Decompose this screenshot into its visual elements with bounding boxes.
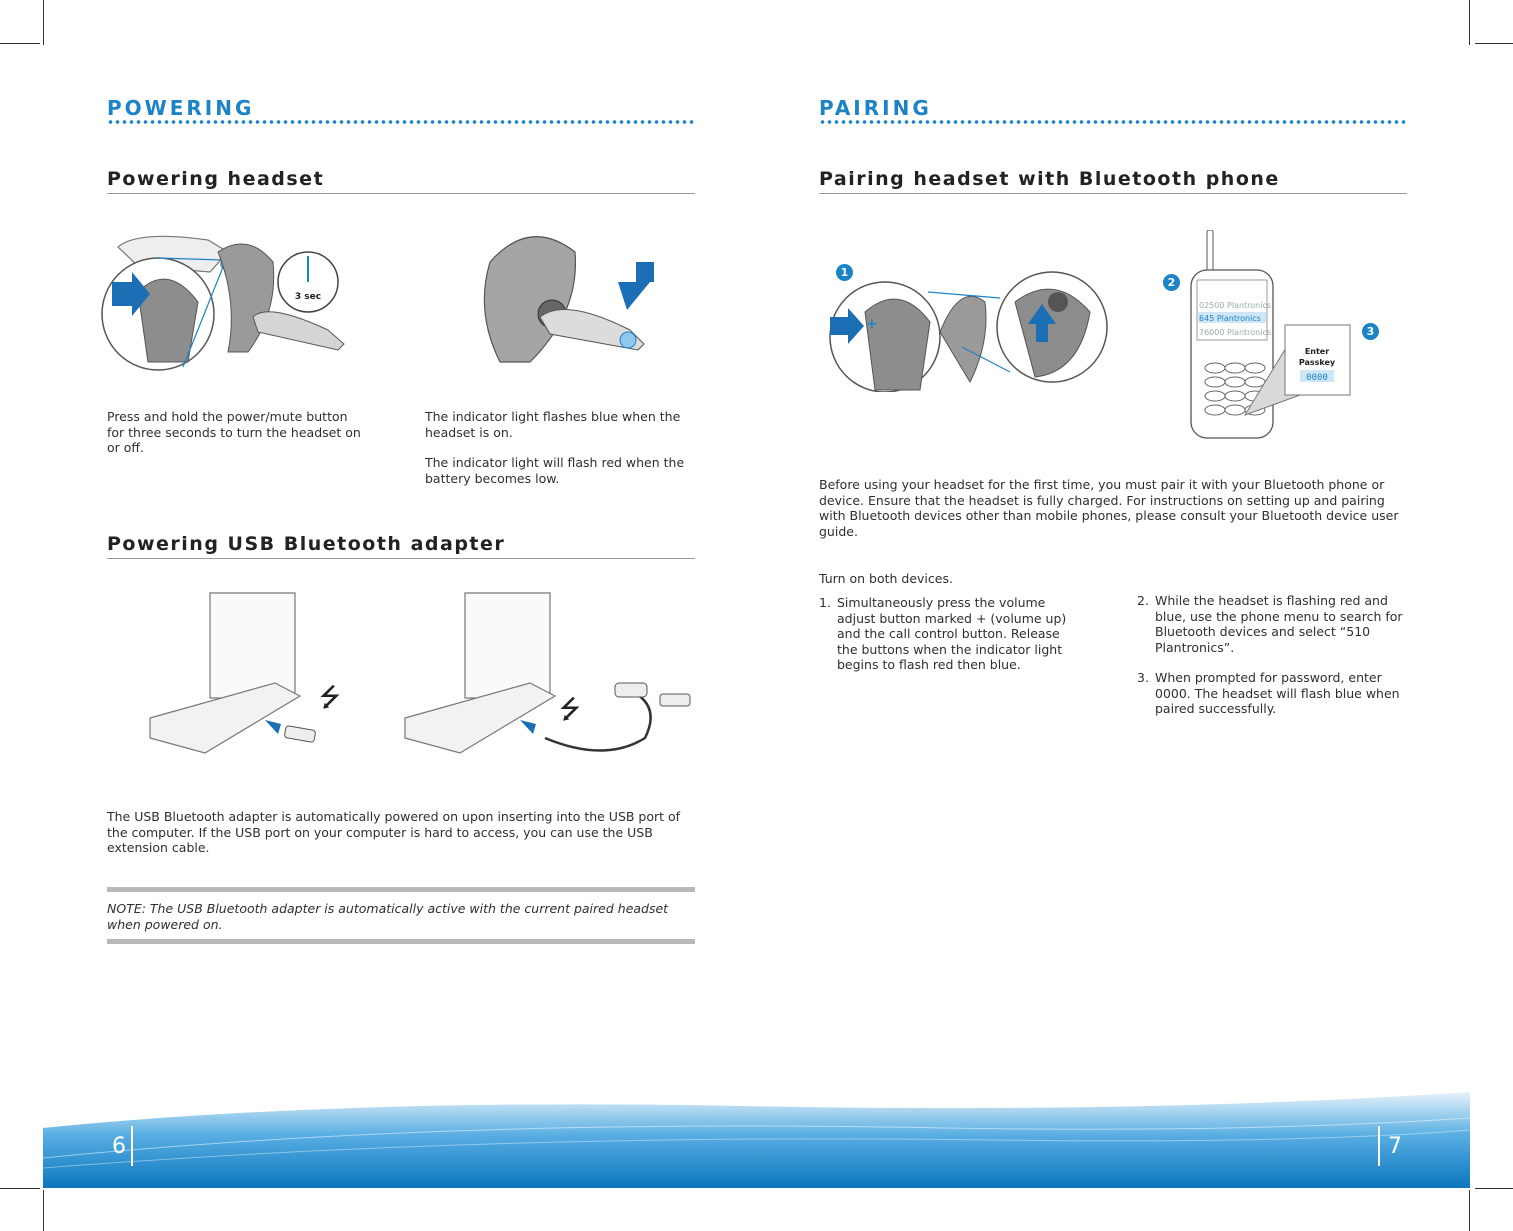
turn-on-text: Turn on both devices. — [819, 571, 953, 586]
phone-line-2: 645 Plantronics — [1199, 314, 1261, 323]
insert-arrow-icon — [265, 720, 281, 734]
page-tick — [131, 1126, 133, 1166]
note-text: NOTE: The USB Bluetooth adapter is automatically active with the current paired headset when powered on. — [107, 901, 669, 932]
headset-body — [484, 237, 575, 362]
page-number-right: 7 — [1388, 1134, 1402, 1159]
phone-line-3: 76000 Plantronics — [1199, 328, 1272, 337]
headset-body — [940, 296, 986, 382]
subhead-powering-usb: Powering USB Bluetooth adapter — [107, 533, 506, 555]
caption-press-hold: Press and hold the power/mute button for three seconds to turn the headset on or off. — [107, 409, 361, 455]
step-2-number: 2. — [1137, 593, 1149, 608]
step-marker-1: 1 — [836, 264, 853, 281]
phone-line-1: 02500 Plantronics — [1199, 301, 1272, 310]
headset-body — [218, 244, 274, 352]
passkey-code: 0000 — [1306, 373, 1328, 383]
crop-mark — [1469, 1190, 1470, 1231]
zoom-line — [928, 292, 1000, 298]
steps-column-left — [819, 595, 1067, 688]
illustration-usb-adapter — [145, 588, 705, 768]
step-1-text: Simultaneously press the volume adjust button marked + (volume up) and the call control button. Release the buttons when the indicator light begins to flash red then blue. — [837, 595, 1067, 672]
step-marker-2: 2 — [1163, 274, 1180, 291]
page-number-left: 6 — [112, 1134, 126, 1159]
callout-title-2: Passkey — [1298, 358, 1336, 367]
page-tick — [1378, 1126, 1380, 1166]
crop-mark — [1475, 1188, 1513, 1189]
crop-mark — [1469, 0, 1470, 45]
usb-icon: ⭍ — [559, 695, 581, 725]
step-3 — [1137, 670, 1407, 717]
laptop-screen — [465, 593, 550, 698]
phone-antenna — [1207, 230, 1213, 272]
subhead-powering-headset: Powering headset — [107, 168, 325, 190]
note-bar-top — [107, 887, 695, 892]
subhead-rule — [107, 193, 695, 194]
step-2-text: While the headset is flashing red and blue, use the phone menu to search for Bluetooth devices and select “510 Plantronics”. — [1155, 593, 1403, 655]
section-title-powering: POWERING — [107, 96, 255, 120]
illustration-phone — [1185, 230, 1360, 440]
usb-dongle — [660, 694, 690, 706]
plus-icon: + — [866, 316, 878, 332]
caption-indicator — [425, 409, 695, 501]
arrow-down-icon — [618, 262, 654, 310]
usb-dongle — [284, 725, 316, 742]
subhead-pairing: Pairing headset with Bluetooth phone — [819, 168, 1280, 190]
dotted-rule — [107, 120, 695, 124]
note-bar-bottom — [107, 939, 695, 944]
indicator-light-icon — [620, 332, 636, 348]
illustration-pairing-buttons — [820, 262, 1110, 392]
step-3-text: When prompted for password, enter 0000. The headset will flash blue when paired successfully. — [1155, 670, 1400, 716]
crop-mark — [43, 1190, 44, 1231]
ear-bud — [1048, 292, 1068, 312]
step-3-number: 3. — [1137, 670, 1149, 685]
step-1-number: 1. — [819, 595, 831, 610]
step-1 — [819, 595, 1067, 673]
steps-column-right — [1137, 593, 1407, 732]
callout-title-1: Enter — [1304, 347, 1330, 356]
step-2 — [1137, 593, 1407, 655]
footer-wave — [43, 1088, 1470, 1188]
caption-indicator-red: The indicator light will flash red when the battery becomes low. — [425, 455, 685, 486]
crop-mark — [0, 1188, 40, 1189]
section-title-pairing: PAIRING — [819, 96, 932, 120]
insert-arrow-icon — [520, 720, 536, 734]
headset-closeup — [865, 299, 930, 390]
step-marker-3: 3 — [1362, 323, 1379, 340]
timer-label: 3 sec — [294, 292, 322, 302]
illustration-power-button — [98, 222, 358, 372]
caption-usb-auto: The USB Bluetooth adapter is automatically powered on upon inserting into the USB port of the computer. If the USB port on your computer is hard to access, you can use the USB extension cable. — [107, 809, 681, 855]
dotted-rule — [819, 120, 1407, 124]
subhead-rule — [107, 558, 695, 559]
illustration-indicator-light — [470, 222, 660, 372]
usb-cable-end — [615, 683, 647, 697]
crop-mark — [43, 0, 44, 45]
subhead-rule — [819, 193, 1407, 194]
crop-mark — [0, 43, 40, 44]
caption-indicator-blue: The indicator light flashes blue when the headset is on. — [425, 409, 681, 440]
crop-mark — [1475, 43, 1513, 44]
usb-icon: ⭍ — [319, 683, 341, 713]
pairing-intro: Before using your headset for the first time, you must pair it with your Bluetooth phone or device. Ensure that the headset is fully charged. For instructions on setting up and pairing with Bluetooth devices other than mobile phones, please consult your Bluetooth device user guide. — [819, 477, 1399, 539]
laptop-screen — [210, 593, 295, 698]
headset-boom — [253, 312, 344, 350]
